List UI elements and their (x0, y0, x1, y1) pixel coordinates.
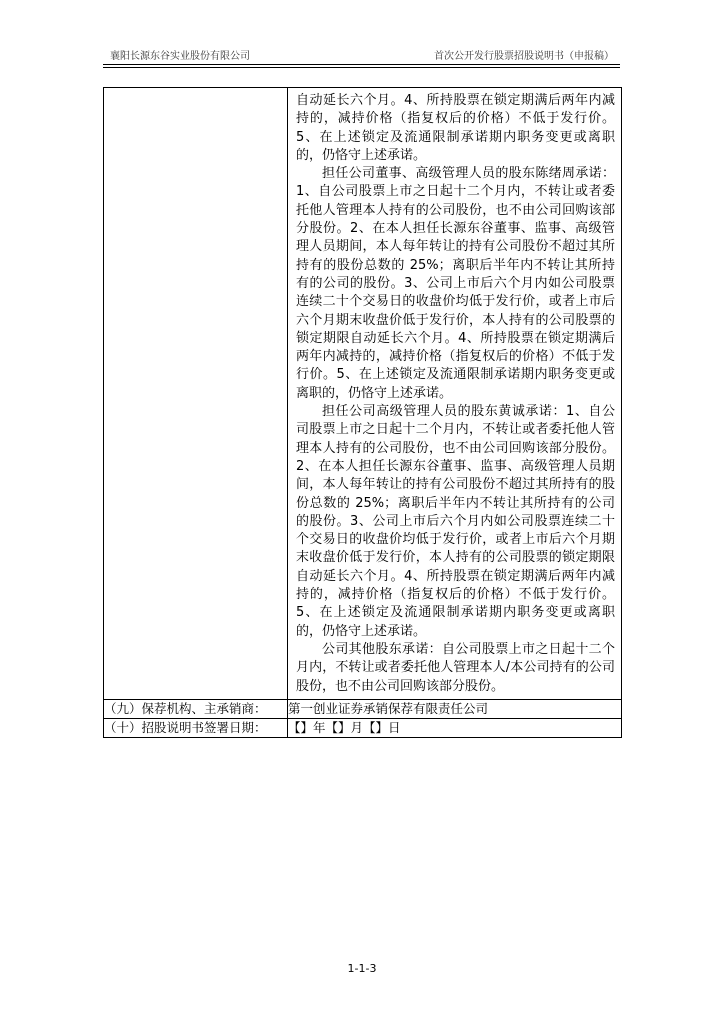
signing-date-label: （十）招股说明书签署日期： (104, 718, 288, 737)
header-company-name: 襄阳长源东谷实业股份有限公司 (110, 51, 250, 62)
signing-date-value: 【】年【】月【】日 (288, 718, 622, 737)
page-number: 1-1-3 (347, 962, 377, 975)
commitment-paragraph: 担任公司高级管理人员的股东黄诚承诺：1、自公司股票上市之日起十二个月内，不转让或者委托他人管理本人持有的公司股份，也不由公司回购该部分股份。2、在本人担任长源东谷董事、监事、高级管理人员期间，本人每年转让的持有公司股份不超过其所持有的股份总数的 25%；离职后半年内不转让其所持有的公司的股份。3、公司上市后六个月内如公司股票连续二十个交易日的收盘价均低于发行价，或者上市后六个月期末收盘价低于发行价，本人持有的公司股票的锁定期限自动延长六个月。4、所持股票在锁定期满后两年内减持的，减持价格（指复权后的价格）不低于发行价。5、在上述锁定及流通限制承诺期内职务变更或离职的，仍恪守上述承诺。 (296, 404, 615, 639)
empty-label-cell (104, 88, 288, 700)
header-rule-top (103, 64, 620, 65)
sponsor-label: （九）保荐机构、主承销商： (104, 699, 288, 718)
commitment-text-cell (288, 88, 622, 700)
header-rule-bottom (103, 67, 620, 68)
header-document-title: 首次公开发行股票招股说明书（申报稿） (434, 51, 614, 62)
commitment-text (288, 88, 621, 699)
commitment-paragraph: 担任公司董事、高级管理人员的股东陈绪周承诺：1、自公司股票上市之日起十二个月内，不转让或者委托他人管理本人持有的公司股份，也不由公司回购该部分股份。2、在本人担任长源东谷董事、监事、高级管理人员期间，本人每年转让的持有公司股份不超过其所持有的股份总数的 25%；离职后半年内不转让其所持有的公司的股份。3、公司上市后六个月内如公司股票连续二十个交易日的收盘价均低于发行价，或者上市后六个月期末收盘价低于发行价，本人持有的公司股票的锁定期限自动延长六个月。4、所持股票在锁定期满后两年内减持的，减持价格（指复权后的价格）不低于发行价。5、在上述锁定及流通限制承诺期内职务变更或离职的，仍恪守上述承诺。 (296, 166, 615, 401)
sponsor-value: 第一创业证券承销保荐有限责任公司 (288, 699, 622, 718)
prospectus-info-table (103, 87, 622, 738)
commitment-paragraph: 公司其他股东承诺：自公司股票上市之日起十二个月内，不转让或者委托他人管理本人/本公司持有的公司股份，也不由公司回购该部分股份。 (296, 641, 615, 694)
commitment-row (104, 88, 622, 700)
sponsor-row (104, 699, 622, 718)
commitment-paragraph: 自动延长六个月。4、所持股票在锁定期满后两年内减持的，减持价格（指复权后的价格）不低于发行价。5、在上述锁定及流通限制承诺期内职务变更或离职的，仍恪守上述承诺。 (296, 93, 615, 163)
signing-date-row (104, 718, 622, 737)
